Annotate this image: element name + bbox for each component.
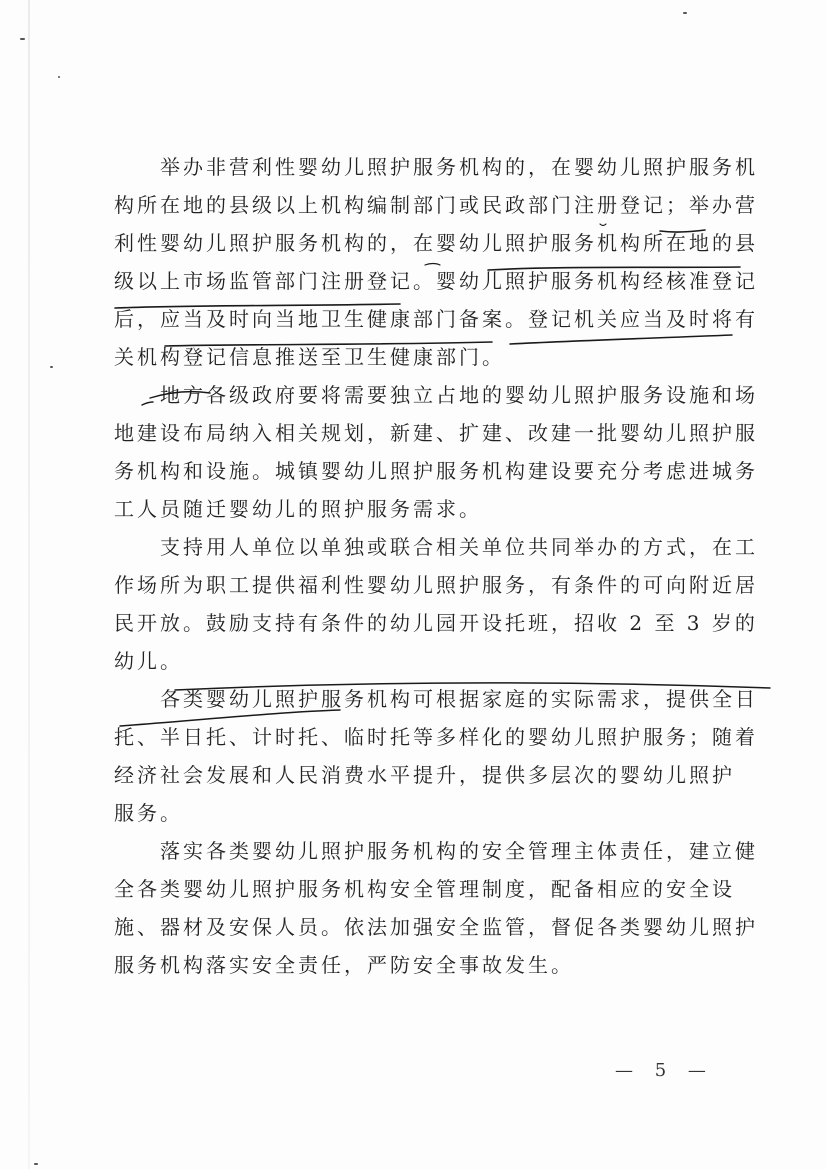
- paragraph-planning: [114, 376, 758, 528]
- document-body: [114, 148, 758, 984]
- text-line: 全各类婴幼儿照护服务机构安全管理制度，配备相应的安全设: [114, 877, 735, 901]
- text-line: 级以上市场监管部门注册登记。婴幼儿照护服务机构经核准登记: [114, 269, 758, 293]
- text-line: 关机构登记信息推送至卫生健康部门。: [114, 345, 505, 369]
- text-line: 支持用人单位以单独或联合相关单位共同举办的方式，在工: [114, 535, 758, 559]
- text-line: 落实各类婴幼儿照护服务机构的安全管理主体责任，建立健: [114, 839, 758, 863]
- scan-speck: [34, 1163, 38, 1165]
- scan-speck: [20, 38, 25, 40]
- scan-speck: [683, 12, 687, 14]
- text-line: 务机构和设施。城镇婴幼儿照护服务机构建设要充分考虑进城务: [114, 459, 758, 483]
- scan-edge-shadow: [28, 0, 30, 1169]
- text-line: 作场所为职工提供福利性婴幼儿照护服务，有条件的可向附近居: [114, 573, 758, 597]
- text-line: 举办非营利性婴幼儿照护服务机构的，在婴幼儿照护服务机: [114, 155, 758, 179]
- text-line: 利性婴幼儿照护服务机构的，在婴幼儿照护服务机构所在地的县: [114, 231, 758, 255]
- text-line: 民开放。鼓励支持有条件的幼儿园开设托班，招收 2 至 3 岁的: [114, 611, 758, 635]
- text-line: 服务机构落实安全责任，严防安全事故发生。: [114, 953, 574, 977]
- text-line: 地方各级政府要将需要独立占地的婴幼儿照护服务设施和场: [114, 383, 758, 407]
- text-line: 构所在地的县级以上机构编制部门或民政部门注册登记；举办营: [114, 193, 758, 217]
- text-line: 幼儿。: [114, 649, 183, 673]
- page-number: — 5 —: [615, 1060, 714, 1081]
- text-line: 服务。: [114, 801, 183, 825]
- text-line: 工人员随迁婴幼儿的照护服务需求。: [114, 497, 482, 521]
- paragraph-safety: [114, 832, 758, 984]
- scan-speck: [50, 366, 53, 368]
- paragraph-employer-support: [114, 528, 758, 680]
- scan-speck: [58, 76, 60, 78]
- text-line: 经济社会发展和人民消费水平提升，提供多层次的婴幼儿照护: [114, 763, 735, 787]
- text-line: 地建设布局纳入相关规划，新建、扩建、改建一批婴幼儿照护服: [114, 421, 758, 445]
- text-line: 托、半日托、计时托、临时托等多样化的婴幼儿照护服务；随着: [114, 725, 758, 749]
- text-line: 各类婴幼儿照护服务机构可根据家庭的实际需求，提供全日: [114, 687, 758, 711]
- text-line: 后，应当及时向当地卫生健康部门备案。登记机关应当及时将有: [114, 307, 758, 331]
- text-line: 施、器材及安保人员。依法加强安全监管，督促各类婴幼儿照护: [114, 915, 758, 939]
- paragraph-registration: [114, 148, 758, 376]
- paragraph-service-types: [114, 680, 758, 832]
